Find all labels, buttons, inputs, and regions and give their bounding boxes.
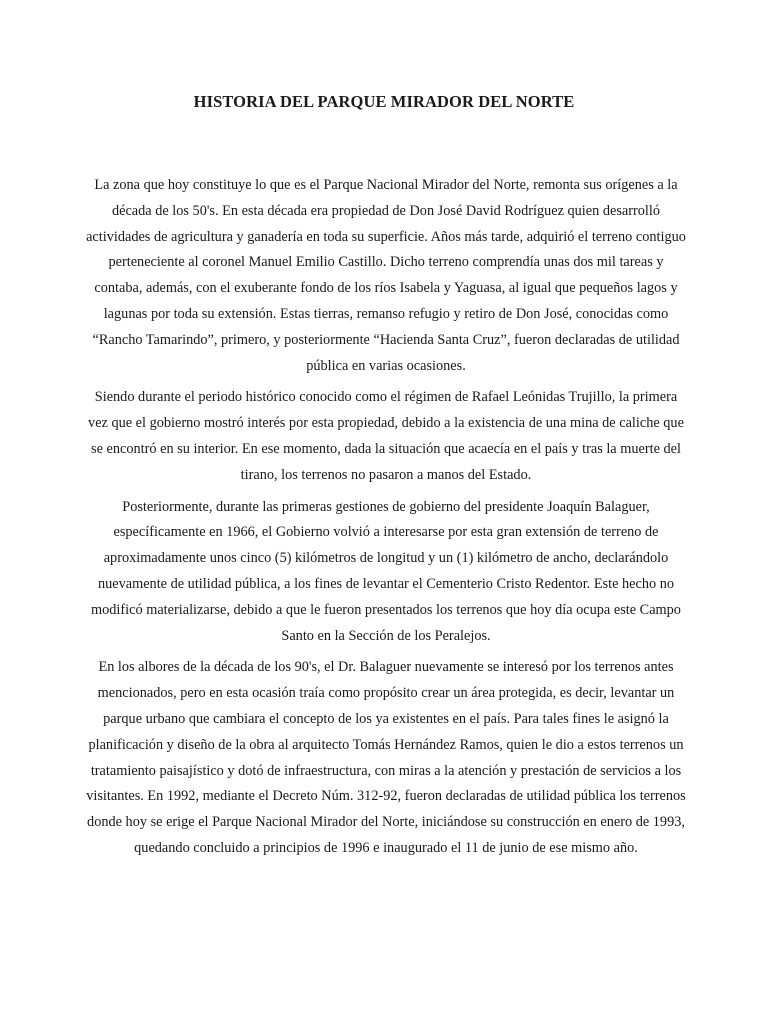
- paragraph-nineties: En los albores de la década de los 90's, el Dr. Balaguer nuevamente se interesó por los terrenos antes mencionados, pero en esta ocasión traía como propósito crear un área protegida, es decir, levantar un parque urbano que cambiara el concepto de los ya existentes en el país. Para tales fines le asignó la planificación y diseño de la obra al arquitecto Tomás Hernández Ramos, quien le dio a estos terrenos un tratamiento paisajístico y dotó de infraestructura, con miras a la atención y prestación de servicios a los visitantes. En 1992, mediante el Decreto Núm. 312-92, fueron declaradas de utilidad pública los terrenos donde hoy se erige el Parque Nacional Mirador del Norte, iniciándose su construcción en enero de 1993, quedando concluido a principios de 1996 e inaugurado el 11 de junio de ese mismo año.: [86, 659, 686, 856]
- paragraph-origins: La zona que hoy constituye lo que es el Parque Nacional Mirador del Norte, remonta sus orígenes a la década de los 50's. En esta década era propiedad de Don José David Rodríguez quien desarrolló actividades de agricultura y ganadería en toda su superficie. Años más tarde, adquirió el terreno contiguo perteneciente al coronel Manuel Emilio Castillo. Dicho terreno comprendía unas dos mil tareas y contaba, además, con el exuberante fondo de los ríos Isabela y Yaguasa, al igual que pequeños lagos y lagunas por toda su extensión. Estas tierras, remanso refugio y retiro de Don José, conocidas como “Rancho Tamarindo”, primero, y posteriormente “Hacienda Santa Cruz”, fueron declaradas de utilidad pública en varias ocasiones.: [86, 177, 686, 374]
- paragraph-balaguer-1966: Posteriormente, durante las primeras gestiones de gobierno del presidente Joaquín Balaguer, específicamente en 1966, el Gobierno volvió a interesarse por esta gran extensión de terreno de aproximadamente unos cinco (5) kilómetros de longitud y un (1) kilómetro de ancho, declarándolo nuevamente de utilidad pública, a los fines de levantar el Cementerio Cristo Redentor. Este hecho no modificó materializarse, debido a que le fueron presentados los terrenos que hoy día ocupa este Campo Santo en la Sección de los Peralejos.: [91, 498, 681, 644]
- page-title: HISTORIA DEL PARQUE MIRADOR DEL NORTE: [193, 92, 575, 111]
- paragraph-trujillo-era: Siendo durante el periodo histórico conocido como el régimen de Rafael Leónidas Trujillo, la primera vez que el gobierno mostró interés por esta propiedad, debido a la existencia de una mina de caliche que se encontró en su interior. En ese momento, dada la situación que acaecía en el país y tras la muerte del tirano, los terrenos no pasaron a manos del Estado.: [88, 389, 684, 483]
- document-body: [86, 173, 686, 868]
